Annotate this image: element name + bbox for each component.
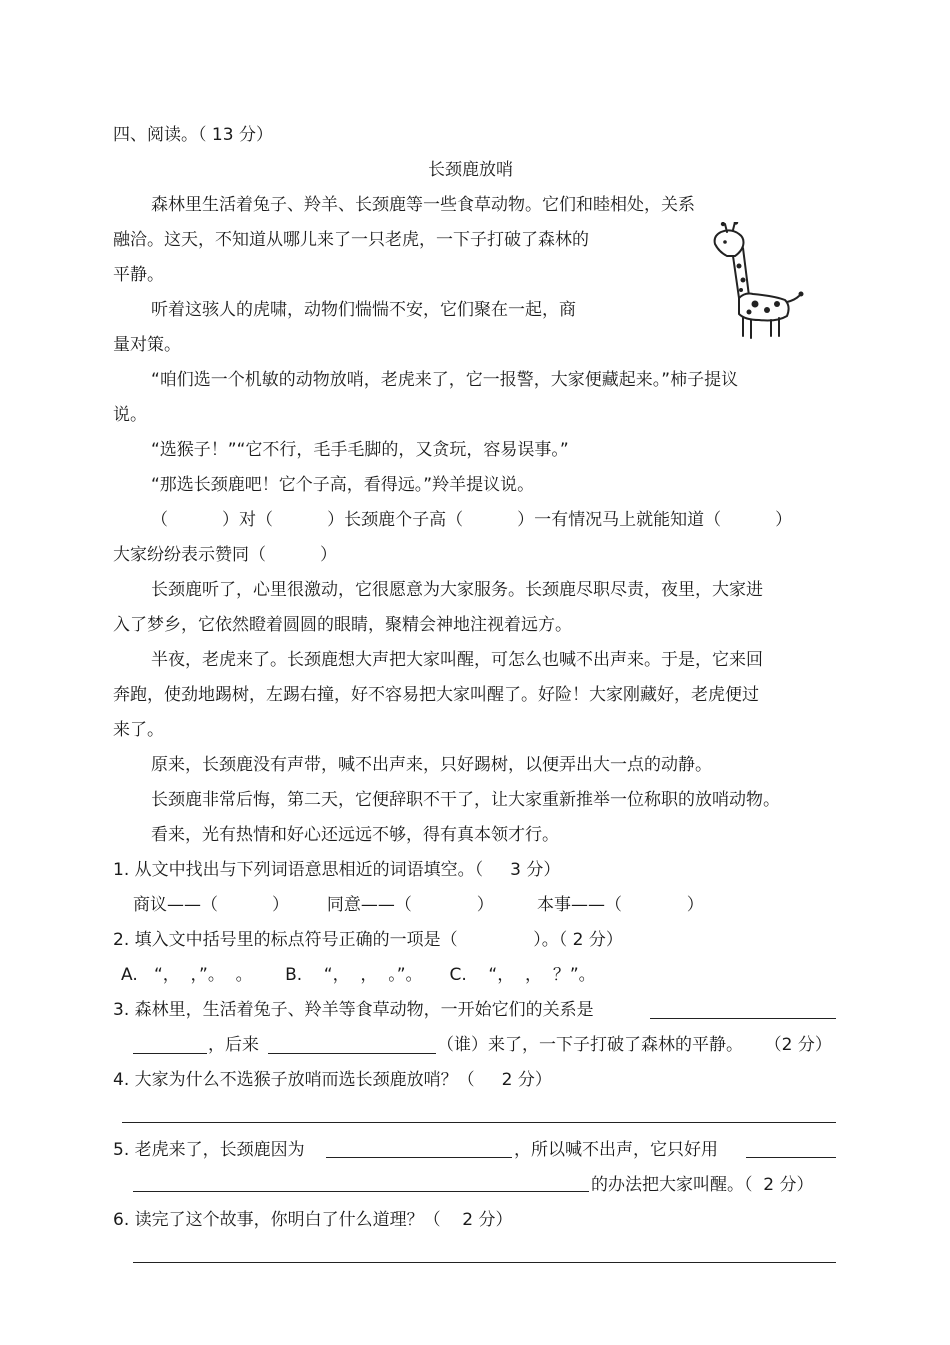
paragraph-line: 说。	[113, 405, 147, 425]
paragraph-line: 入了梦乡，它依然瞪着圆圆的眼睛，聚精会神地注视着远方。	[113, 615, 572, 635]
paragraph-line: “选猴子！”“它不行，毛手毛脚的，又贪玩，容易误事。”	[151, 440, 569, 460]
question-2-options: A. “， ，”。 。 B. “， ， 。”。 C. “， ， ？”。	[121, 965, 596, 985]
paragraph-line: 平静。	[113, 265, 164, 285]
paragraph-line: 奔跑，使劲地踢树，左踢右撞，好不容易把大家叫醒了。好险！大家刚藏好，老虎便过	[113, 685, 759, 705]
paragraph-line: 原来，长颈鹿没有声带，喊不出声来，只好踢树，以便弄出大一点的动静。	[151, 755, 712, 775]
story-title: 长颈鹿放哨	[428, 160, 513, 180]
giraffe-icon	[705, 222, 805, 342]
paragraph-line: 量对策。	[113, 335, 181, 355]
paragraph-line: 长颈鹿听了，心里很激动，它很愿意为大家服务。长颈鹿尽职尽责，夜里，大家进	[151, 580, 763, 600]
answer-blank[interactable]	[133, 1191, 589, 1192]
paragraph-line: 看来，光有热情和好心还远远不够，得有真本领才行。	[151, 825, 559, 845]
paragraph-line: “那选长颈鹿吧！它个子高，看得远。”羚羊提议说。	[151, 475, 535, 495]
section-title: 四、阅读。（ 13 分）	[113, 125, 273, 145]
paragraph-line: 长颈鹿非常后悔，第二天，它便辞职不干了，让大家重新推举一位称职的放哨动物。	[151, 790, 780, 810]
question-2: 2. 填入文中括号里的标点符号正确的一项是（ ）。（ 2 分）	[113, 930, 623, 950]
question-6: 6. 读完了这个故事，你明白了什么道理？（ 2 分）	[113, 1210, 513, 1230]
paragraph-line: “咱们选一个机敏的动物放哨，老虎来了，它一报警，大家便藏起来。”柿子提议	[151, 370, 739, 390]
paragraph-line: 森林里生活着兔子、羚羊、长颈鹿等一些食草动物。它们和睦相处，关系	[151, 195, 695, 215]
punctuation-blanks-line: （ ）对（ ）长颈鹿个子高（ ）一有情况马上就能知道（ ）	[151, 510, 793, 530]
question-4: 4. 大家为什么不选猴子放哨而选长颈鹿放哨？（ 2 分）	[113, 1070, 552, 1090]
paragraph-line: 听着这骇人的虎啸，动物们惴惴不安，它们聚在一起，商	[151, 300, 576, 320]
question-1-items: 商议——（ ） 同意——（ ） 本事——（ ）	[133, 895, 704, 915]
question-5-part3: 的办法把大家叫醒。（ 2 分）	[591, 1175, 814, 1195]
question-1: 1. 从文中找出与下列词语意思相近的词语填空。（ 3 分）	[113, 860, 561, 880]
answer-line[interactable]	[133, 1262, 836, 1263]
punctuation-blanks-line: 大家纷纷表示赞同（ ）	[113, 545, 338, 565]
paragraph-line: 半夜，老虎来了。长颈鹿想大声把大家叫醒，可怎么也喊不出声来。于是，它来回	[151, 650, 763, 670]
question-5-part2: ，所以喊不出声，它只好用	[514, 1140, 718, 1160]
question-3-part3: （谁）来了，一下子打破了森林的平静。 （2 分）	[437, 1035, 832, 1055]
question-5-part1: 5. 老虎来了，长颈鹿因为	[113, 1140, 305, 1160]
paragraph-line: 融洽。这天，不知道从哪儿来了一只老虎，一下子打破了森林的	[113, 230, 589, 250]
answer-blank[interactable]	[650, 1018, 836, 1019]
question-3-part2: ，后来	[208, 1035, 259, 1055]
paragraph-line: 来了。	[113, 720, 164, 740]
answer-blank[interactable]	[133, 1053, 207, 1054]
answer-blank[interactable]	[746, 1157, 836, 1158]
answer-blank[interactable]	[268, 1053, 436, 1054]
question-3-part1: 3. 森林里，生活着兔子、羚羊等食草动物，一开始它们的关系是	[113, 1000, 594, 1020]
answer-line[interactable]	[122, 1122, 836, 1123]
answer-blank[interactable]	[326, 1157, 512, 1158]
